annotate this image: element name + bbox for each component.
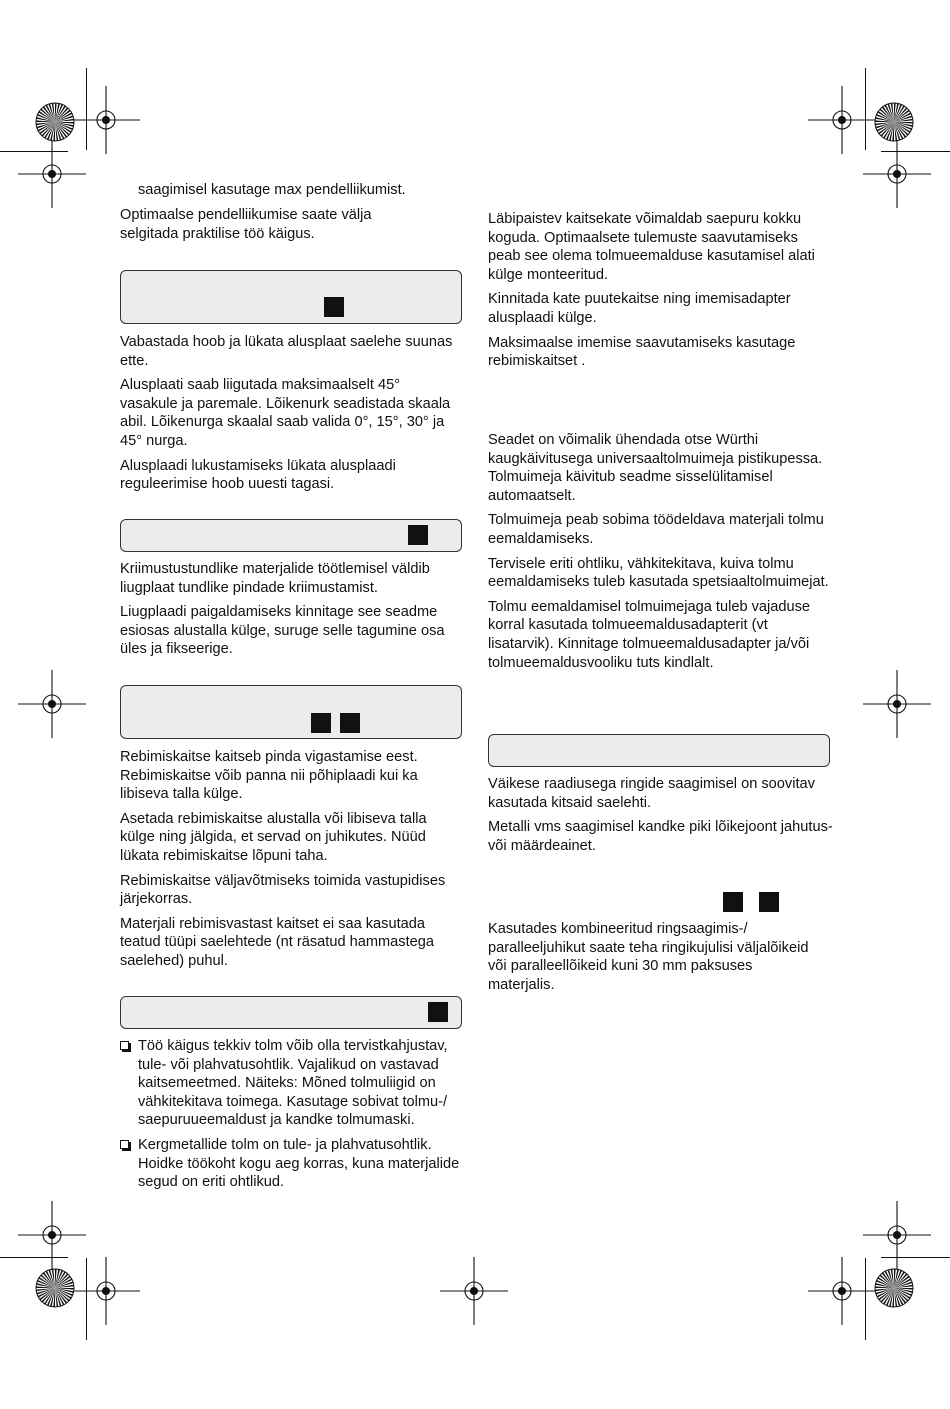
paragraph: Asetada rebimiskaitse alustalla või libiseva talla külge ning jälgida, et servad on juhikutes. Nüüd lükata rebimiskaitse lõpuni taha. xyxy=(120,810,427,864)
paragraph: Tolmu eemaldamisel tolmuimejaga tuleb vajaduse korral kasutada tolmueemaldusadapterit (vt lisatarvik). Kinnitage tolmueemaldusadapter ja/või tolmueemaldusvooliku tuts kindlalt. xyxy=(488,598,811,671)
paragraph: Vabastada hoob ja lükata alusplaat saelehe suunas ette. xyxy=(120,334,453,369)
bullet-text: Töö käigus tekkiv tolm võib olla tervistkahjustav, tule- või plahvatusohtlik. Vajalikud on vastavad kaitsemeetmed. Näiteks: Mõned tolmuliigid on vähkitekitava toimega. Kasutage sobivat tolmu-/ saepuruueemaldust ja kandke tolmumaski. xyxy=(138,1038,448,1129)
figure-ref-marker xyxy=(723,892,743,912)
intro-line-1: saagimisel kasutage max pendelliikumist. xyxy=(138,182,406,198)
section-2-text xyxy=(120,560,465,659)
paragraph: Alusplaadi lukustamiseks lükata alusplaadi reguleerimise hoob uuesti tagasi. xyxy=(120,457,396,493)
figure-ref-marker xyxy=(408,525,428,545)
paragraph: Materjali rebimisvastast kaitset ei saa kasutada teatud tüüpi saelehtede (nt räsatud hammastega saelehed) puhul. xyxy=(120,915,434,969)
paragraph: Liugplaadi paigaldamiseks kinnitage see seadme esiosas alustalla külge, suruge selle tagumine osa üles ja fikseerige. xyxy=(120,604,445,658)
section-heading-box-4 xyxy=(120,996,462,1029)
section-3-text xyxy=(120,748,465,971)
section-heading-box-1 xyxy=(120,270,462,324)
paragraph: Kasutades kombineeritud ringsaagimis-/ paralleeljuhikut saate teha ringikujulisi väljalõikeid või paralleellõikeid kuni 30 mm paksuses materjalis. xyxy=(488,921,809,993)
bullet-text: Kergmetallide tolm on tule- ja plahvatusohtlik. Hoidke töökoht kogu aeg korras, kuna materjalide segud on eriti ohtlikud. xyxy=(138,1136,460,1191)
intro-paragraph: Optimaalse pendelliikumise saate välja selgitada praktilise töö käigus. xyxy=(120,207,372,242)
figure-ref-marker xyxy=(340,713,360,733)
right-block-1 xyxy=(488,210,833,371)
paragraph: Rebimiskaitse väljavõtmiseks toimida vastupidises järjekorras. xyxy=(120,872,446,908)
list-item xyxy=(120,1136,465,1192)
section-heading-box-5 xyxy=(488,734,830,767)
section-heading-box-3 xyxy=(120,685,462,739)
section-heading-box-2 xyxy=(120,519,462,552)
right-block-2 xyxy=(488,431,833,672)
right-block-3 xyxy=(488,775,833,855)
paragraph: Kriimustustundlike materjalide töötlemisel väldib liugplaat tundlike pindade kriimustamist. xyxy=(120,561,430,596)
paragraph: Rebimiskaitse kaitseb pinda vigastamise eest. Rebimiskaitse võib panna nii põhiplaadi kui ka libiseva talla külge. xyxy=(120,749,418,803)
figure-ref-marker xyxy=(428,1002,448,1022)
paragraph: Maksimaalse imemise saavutamiseks kasutage rebimiskaitset . xyxy=(488,334,796,370)
list-item xyxy=(120,1037,465,1130)
figure-ref-marker xyxy=(311,713,331,733)
paragraph: Läbipaistev kaitsekate võimaldab saepuru kokku koguda. Optimaalsete tulemuste saavutamiseks peab see olema tolmueemalduse kasutamisel alati külge monteeritud. xyxy=(488,211,815,283)
paragraph: Tolmuimeja peab sobima töödeldava materjali tolmu eemaldamiseks. xyxy=(488,512,824,547)
paragraph: Metalli vms saagimisel kandke piki lõikejoont jahutus- või määrdeainet. xyxy=(488,819,833,854)
paragraph: Seadet on võimalik ühendada otse Würthi kaugkäivitusega universaaltolmuimeja pistikupessa. Tolmuimeja käivitub seadme sisselülitamisel automaatselt. xyxy=(488,432,823,504)
right-block-4 xyxy=(488,920,818,994)
paragraph: Tervisele eriti ohtliku, vähkitekitava, kuiva tolmu eemaldamiseks tuleb kasutada spetsiaaltolmuimejat. xyxy=(488,555,829,591)
section-4-bullets xyxy=(120,1037,465,1192)
checkbox-bullet-icon xyxy=(120,1140,129,1149)
figure-ref-marker xyxy=(324,297,344,317)
checkbox-bullet-icon xyxy=(120,1041,129,1050)
figure-ref-marker xyxy=(759,892,779,912)
section-1-text xyxy=(120,333,460,494)
paragraph: Alusplaati saab liigutada maksimaalselt 45° vasakule ja paremale. Lõikenurk seadistada skaala abil. Lõikenurga skaalal saab valida 0°, 15°, 30° ja 45° nurga. xyxy=(120,377,451,449)
paragraph: Kinnitada kate puutekaitse ning imemisadapter alusplaadi külge. xyxy=(488,291,791,326)
paragraph: Väikese raadiusega ringide saagimisel on soovitav kasutada kitsaid saelehti. xyxy=(488,776,815,811)
